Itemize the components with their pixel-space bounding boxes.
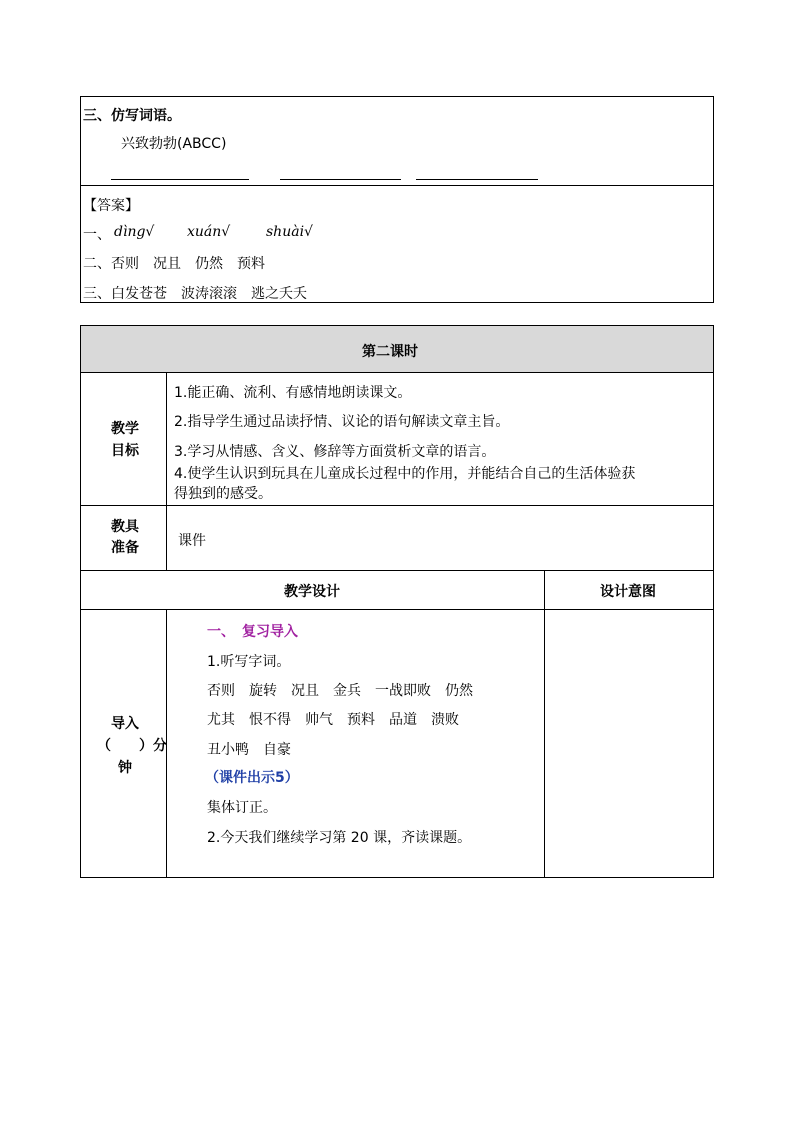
answer-line-2: 二、否则 况且 仍然 预料 [83, 256, 265, 272]
goal-item: 3.学习从情感、含义、修辞等方面赏析文章的语言。 [174, 444, 496, 460]
goal-item: 4.使学生认识到玩具在儿童成长过程中的作用，并能结合自己的生活体验获 [174, 466, 636, 482]
exercise-cell [81, 97, 713, 186]
answer-blank-2[interactable] [280, 179, 401, 180]
exercise-table [80, 96, 714, 303]
prompt-word: 兴致勃勃(ABCC) [121, 136, 227, 152]
tools-label-1: 教具 [111, 519, 139, 535]
step-1: 1.听写字词。 [207, 654, 291, 670]
goals-label-2: 目标 [111, 443, 139, 459]
design-header: 教学设计 [284, 584, 340, 600]
answer-blank-3[interactable] [416, 179, 538, 180]
section-title: 三、仿写词语。 [83, 108, 181, 124]
intent-header: 设计意图 [600, 584, 656, 600]
correction: 集体订正。 [207, 800, 277, 816]
pinyin-3: shuài√ [266, 224, 313, 240]
tools-label-2: 准备 [111, 540, 139, 556]
courseware-note: （课件出示5） [205, 770, 299, 786]
answer-line-3: 三、白发苍苍 波涛滚滚 逃之夭夭 [83, 286, 307, 302]
answer-blank-1[interactable] [111, 179, 249, 180]
intro-label-2: （ ）分 [97, 738, 167, 754]
answers-heading: 【答案】 [83, 198, 139, 214]
intro-label-1: 导入 [111, 716, 139, 732]
intro-label-3: 钟 [118, 760, 132, 776]
goal-item: 1.能正确、流利、有感情地朗读课文。 [174, 385, 412, 401]
words-row-2: 尤其 恨不得 帅气 预料 品道 溃败 [207, 712, 459, 728]
step-2: 2.今天我们继续学习第 20 课，齐读课题。 [207, 830, 472, 846]
pinyin-1: dìng√ [114, 224, 155, 240]
goal-item-cont: 得独到的感受。 [174, 486, 272, 502]
pinyin-2: xuán√ [187, 224, 231, 240]
goal-item: 2.指导学生通过品读抒情、议论的语句解读文章主旨。 [174, 414, 510, 430]
goals-label-1: 教学 [111, 421, 139, 437]
lesson-title: 第二课时 [362, 344, 418, 360]
tools-value: 课件 [178, 533, 206, 549]
lesson-table [80, 325, 714, 878]
answer-line-1-prefix: 一、 [83, 227, 111, 243]
words-row-1: 否则 旋转 况且 金兵 一战即败 仍然 [207, 683, 473, 699]
intro-heading: 一、 复习导入 [207, 624, 298, 640]
words-row-3: 丑小鸭 自豪 [207, 742, 291, 758]
